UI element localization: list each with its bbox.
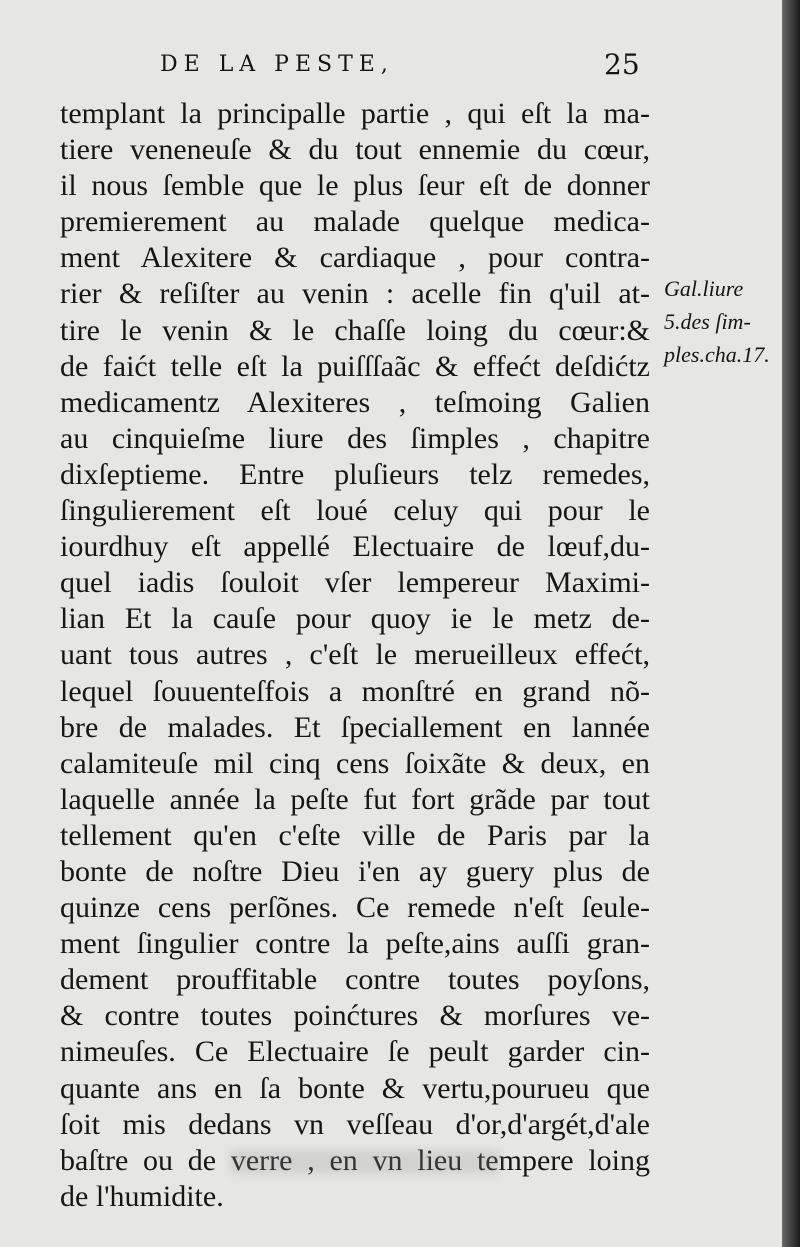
text-line: dixſeptieme. Entre pluſieurs telz remedes, — [60, 457, 650, 491]
text-line: ment Alexitere & cardiaque , pour contra- — [60, 241, 650, 275]
text-line: dement prouffitable contre toutes poyſons, — [60, 963, 650, 997]
marginal-note-line: ples.cha.17. — [664, 342, 770, 367]
text-line: iourdhuy eſt appellé Electuaire de lœuf,du- — [60, 530, 650, 564]
text-line: uant tous autres , c'eſt le merueilleux effećt, — [60, 638, 650, 672]
marginal-note — [664, 272, 780, 371]
text-line: de l'humidite. — [60, 1179, 224, 1213]
body-text — [60, 96, 650, 1215]
text-line: tire le venin & le chaſſe loing du cœur:& — [60, 313, 650, 347]
page-edge-shadow — [782, 0, 800, 1247]
text-line: tiere veneneuſe & du tout ennemie du cœur, — [60, 133, 650, 167]
text-line: calamiteuſe mil cinq cens ſoixãte & deux, en — [60, 746, 650, 780]
text-line: templant la principalle partie , qui eſt la ma- — [60, 97, 650, 130]
text-line: nimeuſes. Ce Electuaire ſe peult garder cin- — [60, 1035, 650, 1069]
marginal-note-line: Gal.liure — [664, 276, 744, 301]
text-line: laquelle année la peſte fut fort grãde par tout — [60, 782, 650, 816]
text-line: & contre toutes poinćtures & morſures ve- — [60, 999, 650, 1033]
text-line: quante ans en ſa bonte & vertu,pourueu que — [60, 1071, 650, 1105]
text-line: de faićt telle eſt la puiſſſaãc & effećt deſdićtz — [60, 349, 650, 383]
text-line: ment ſingulier contre la peſte,ains auſſi gran- — [60, 927, 650, 961]
bleed-through-smudge — [230, 1150, 500, 1174]
text-line: quinze cens perſõnes. Ce remede n'eſt ſeule- — [60, 891, 650, 925]
page-number: 25 — [604, 48, 640, 81]
running-head: DE LA PESTE, — [160, 52, 394, 77]
text-line: baſtre ou de verre , en vn lieu tempere loing — [60, 1143, 650, 1177]
text-line: bonte de noſtre Dieu i'en ay guery plus de — [60, 854, 650, 888]
text-line: lian Et la cauſe pour quoy ie le metz de- — [60, 602, 650, 636]
text-line: lequel ſouuenteſfois a monſtré en grand nõ- — [60, 674, 650, 708]
text-line: au cinquieſme liure des ſimples , chapitre — [60, 421, 650, 455]
marginal-note-line: 5.des ſim- — [664, 309, 751, 334]
page-header — [0, 50, 782, 90]
text-line: ſingulierement eſt loué celuy qui pour le — [60, 494, 650, 528]
text-line: quel iadis ſouloit vſer lempereur Maximi- — [60, 566, 650, 600]
text-line: rier & reſiſter au venin : acelle fin q'uil at- — [60, 277, 650, 311]
text-line: premierement au malade quelque medica- — [60, 205, 650, 239]
text-line: tellement qu'en c'eſte ville de Paris par la — [60, 818, 650, 852]
text-line: medicamentz Alexiteres , teſmoing Galien — [60, 385, 650, 419]
text-line: ſoit mis dedans vn veſſeau d'or,d'argét,d'ale — [60, 1107, 650, 1141]
text-line: il nous ſemble que le plus ſeur eſt de donner — [60, 169, 650, 203]
text-line: bre de malades. Et ſpeciallement en lannée — [60, 710, 650, 744]
